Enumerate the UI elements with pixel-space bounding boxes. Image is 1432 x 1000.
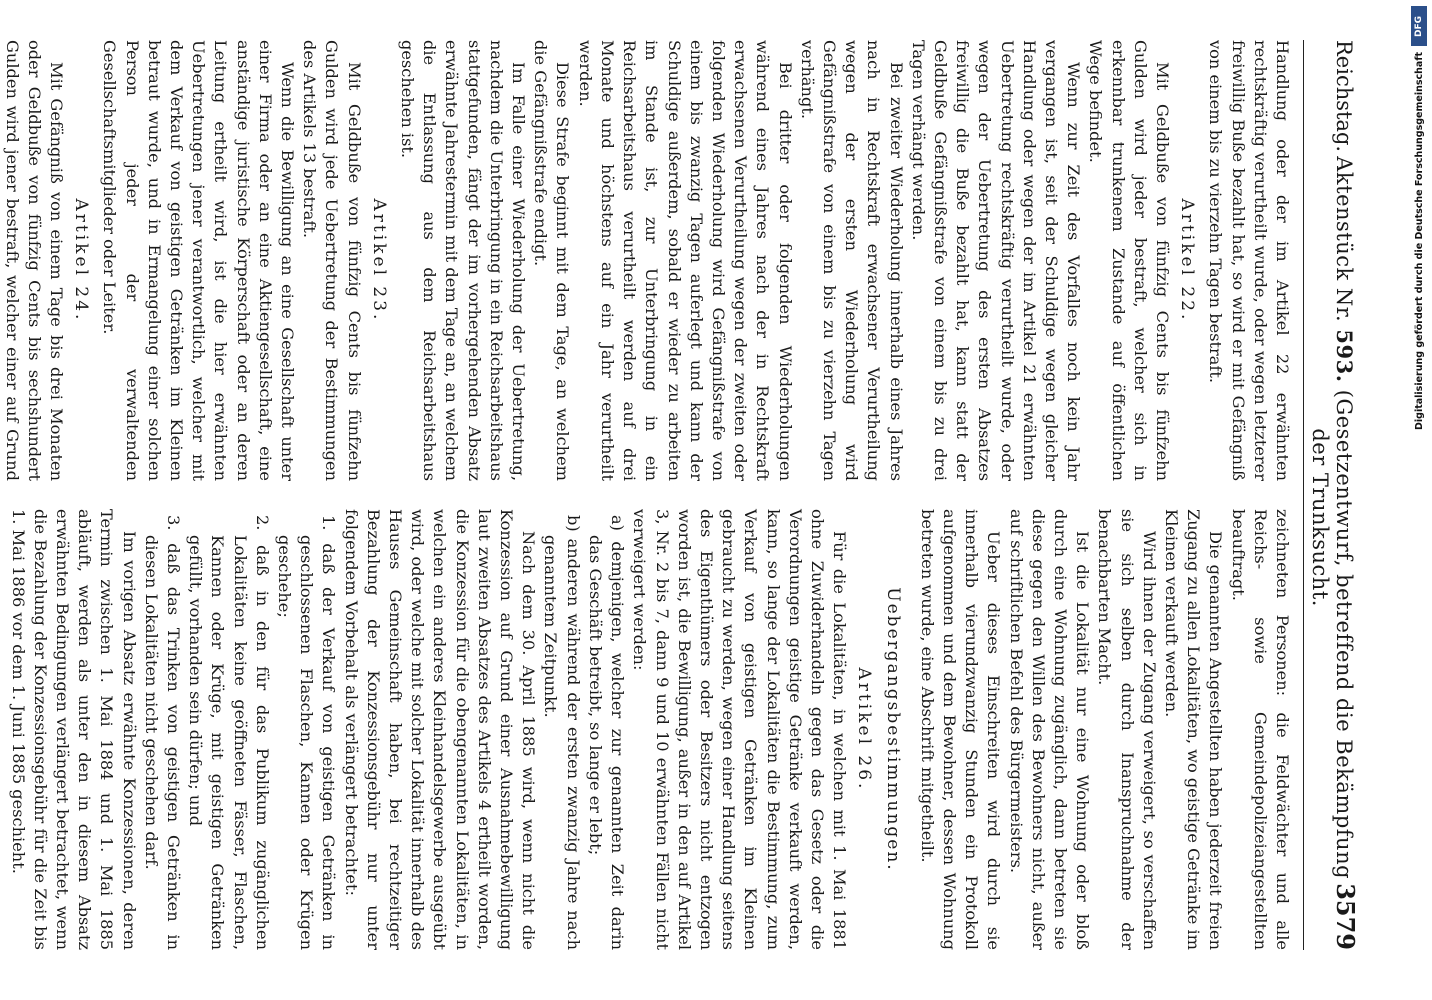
- list-item: 3. daß das Trinken von geistigen Getränken in diesen Lokalitäten nicht geschehen darf.: [141, 515, 184, 950]
- digitization-note: [1408, 6, 1430, 991]
- paragraph: zeichneten Personen: die Feldwächter und alle Reichs- sowie Gemeindepolizeiangestellten beauftragt.: [1228, 509, 1292, 950]
- paragraph: Für die Lokalitäten, in welchen mit 1. Mai 1881 ohne Zuwiderhandeln gegen das Gesetz oder die Verordnungen geistige Getränke verkauft werden, kann, so lange der Lokalitäten die Bestimmung, zum Verkauf von geistigen Getränken im Kleinen gebraucht zu werden, wegen einer Handlung seitens des Eigenthümers oder Besitzers nicht entzogen worden ist, die Bewilligung, außer in den auf Artikel 3, Nr. 2 bis 7, dann 9 und 10 erwähnten Fällen nicht verweigert werden:: [630, 509, 850, 950]
- paragraph: Nach dem 30. April 1885 wird, wenn nicht die Konzession auf Grund einer Ausnahmebewilligung laut zweiten Absatzes des Artikels 4 ertheilt worden, die Konzession für die obengenannten Lokalitäten, in welchen ein anderes Kleinhandelsgewerbe ausgeübt wird, oder welche mit solcher Lokalität innerhalb des Hauses Gemeinschaft haben, bei rechtzeitiger Bezahlung der Konzessionsgebühr nur unter folgendem Vorbehalt als verlängert betrachtet:: [341, 509, 539, 950]
- header-prefix: Aktenstück Nr.: [1332, 156, 1356, 323]
- article-heading: Artikel 22.: [1177, 198, 1198, 323]
- section-heading: Uebergangsbestimmungen.: [882, 587, 903, 872]
- paragraph: Ist die Lokalität nur eine Wohnung oder bloß durch eine Wohnung zugänglich, dann betreten sie diese gegen den Willen des Bewohners nicht, außer auf schriftlichen Befehl des Bürgermeisters.: [1006, 509, 1093, 950]
- header-center: [1308, 152, 1357, 883]
- paragraph: Mit Gefängniß von einem Tage bis drei Monaten oder Geldbuße von fünfzig Cents bis sechshundert Gulden wird jener bestraft, welcher einer auf Grund: [2, 40, 67, 481]
- text-columns: [0, 40, 1293, 950]
- page-number: 3579: [1331, 883, 1360, 950]
- digitization-credit: Digitalisierung gefördert durch die Deutsche Forschungsgemeinschaft: [1413, 52, 1425, 430]
- list-item: 1. daß der Verkauf von geistigen Getränken in geschlossenen Flaschen, Kannen oder Krügen geschehe;: [275, 515, 339, 950]
- paragraph: Im vorigen Absatz erwähnte Konzessionen, deren Termin zwischen 1. Mai 1884 und 1. Mai 1885 abläuft, werden als unter den in diesem Absatz erwähnten Bedingungen verlängert betrachtet, wenn die Bezahlung der Konzessionsgebühr für die Zeit bis 1. Mai 1886 vor dem 1. Juni 1885 geschieht.: [8, 509, 139, 950]
- paragraph: Im Falle einer Wiederholung der Uebertretung, nachdem die Unterbringung in ein Reichsarbeitshaus stattgefunden, fängt der im vorhergehenden Absatz erwähnte Jahrestermin mit dem Tage an, an welchem die Entlassung aus dem Reichsarbeitshaus geschehen ist.: [398, 40, 529, 481]
- header-number: 593.: [1332, 329, 1357, 383]
- list-item: 2. daß in den für das Publikum zugänglichen Lokalitäten keine geöffneten Fässer, Flaschen, Kannen oder Krüge, mit geistigen Getränken gefüllt, vorhanden sein dürfen; und: [186, 515, 272, 950]
- paragraph: Mit Geldbuße von fünfzig Cents bis fünfzehn Gulden wird jeder bestraft, welcher sich in erkennbar trunkenem Zustande auf öffentlichen Wege befindet.: [1086, 40, 1172, 481]
- paragraph: Ueber dieses Einschreiten wird durch sie innerhalb vierundzwanzig Stunden ein Protokoll aufgenommen und dem Bewohner, dessen Wohnung betreten wurde, eine Abschrift mitgetheilt.: [917, 509, 1004, 950]
- list-item: a) demjenigen, welcher zur genannten Zeit darin das Geschäft betreibt, so lange er lebt;: [585, 515, 628, 950]
- right-column: [0, 509, 1293, 950]
- paragraph: Wenn die Bewilligung an eine Gesellschaft unter einer Firma oder an eine Aktiengesellschaft, eine anständige juristische Körperschaft oder an deren Leitung ertheilt wird, ist die hier erwähnten Uebertretungen jener verantwortlich, welcher mit dem Verkauf von geistigen Getränken im Kleinen betraut wurde, und in Ermangelung einer solchen Person jeder der verwaltenden Gesellschaftsmitglieder oder Leiter.: [100, 40, 298, 481]
- paragraph: Bei dritter oder folgenden Wiederholungen während eines Jahres nach der in Rechtskraft erwachsenen Verurtheilung wegen der zweiten oder folgenden Wiederholung wird Gefängnißstrafe von einem bis zwanzig Tagen auferlegt und kann der Schuldige außerdem, sobald er wieder zu arbeiten im Stande ist, zur Unterbringung in ein Reichsarbeitshaus verurtheilt werden auf drei Monate und höchstens auf ein Jahr verurtheilt werden.: [575, 40, 795, 481]
- article-heading: Artikel 24.: [71, 198, 92, 323]
- paragraph: Handlung oder der im Artikel 22 erwähnten rechtskräftig verurtheilt wurde, oder wegen letzterer freiwillig Buße bezahlt hat, so wird er mit Gefängniß von einem bis zu vierzehn Tagen bestraft.: [1206, 40, 1292, 481]
- article-heading: Artikel 23.: [368, 198, 389, 323]
- header-title: (Gesetzentwurf, betreffend die Bekämpfung der Trunksucht.: [1308, 389, 1356, 880]
- paragraph: Mit Geldbuße von fünfzig Cents bis fünfzehn Gulden wird jede Uebertretung der Bestimmungen des Artikels 13 bestraft.: [300, 40, 364, 481]
- header-left: Reichstag.: [1332, 40, 1356, 153]
- paragraph: Die genannten Angestellten haben jederzeit freien Zugang zu allen Lokalitäten, wo geistige Getränke im Kleinen verkauft werden.: [1161, 509, 1226, 950]
- paragraph: Bei zweiter Wiederholung innerhalb eines Jahres nach in Rechtskraft erwachsener Verurtheilung wegen der ersten Wiederholung wird Gefängnißstrafe von einem bis zu vierzehn Tagen verhängt.: [797, 40, 906, 481]
- running-head: [1303, 40, 1360, 950]
- article-heading: Artikel 26.: [854, 667, 875, 792]
- left-column: [0, 40, 1293, 481]
- paragraph: Diese Strafe beginnt mit dem Tage, an welchem die Gefängnißstrafe endigt.: [531, 40, 573, 481]
- paragraph: Wenn zur Zeit des Vorfalles noch kein Jahr vergangen ist, seit der Schuldige wegen gleicher Handlung oder wegen der im Artikel 21 erwähnten Uebertretung rechtskräftig verurtheilt wurde, oder wegen der Uebertretung des ersten Absatzes freiwillig die Buße bezahlt hat, kann statt der Geldbuße Gefängnißstrafe von einem bis zu drei Tagen verhängt werden.: [908, 40, 1084, 481]
- paragraph: Wird ihnen der Zugang verweigert, so verschaffen sie sich selben durch Inanspruchnahme der benachbarten Macht.: [1095, 509, 1159, 950]
- dfg-logo: DFG: [1411, 6, 1427, 46]
- list-item: b) anderen während der ersten zwanzig Jahre nach genanntem Zeitpunkt.: [541, 515, 583, 950]
